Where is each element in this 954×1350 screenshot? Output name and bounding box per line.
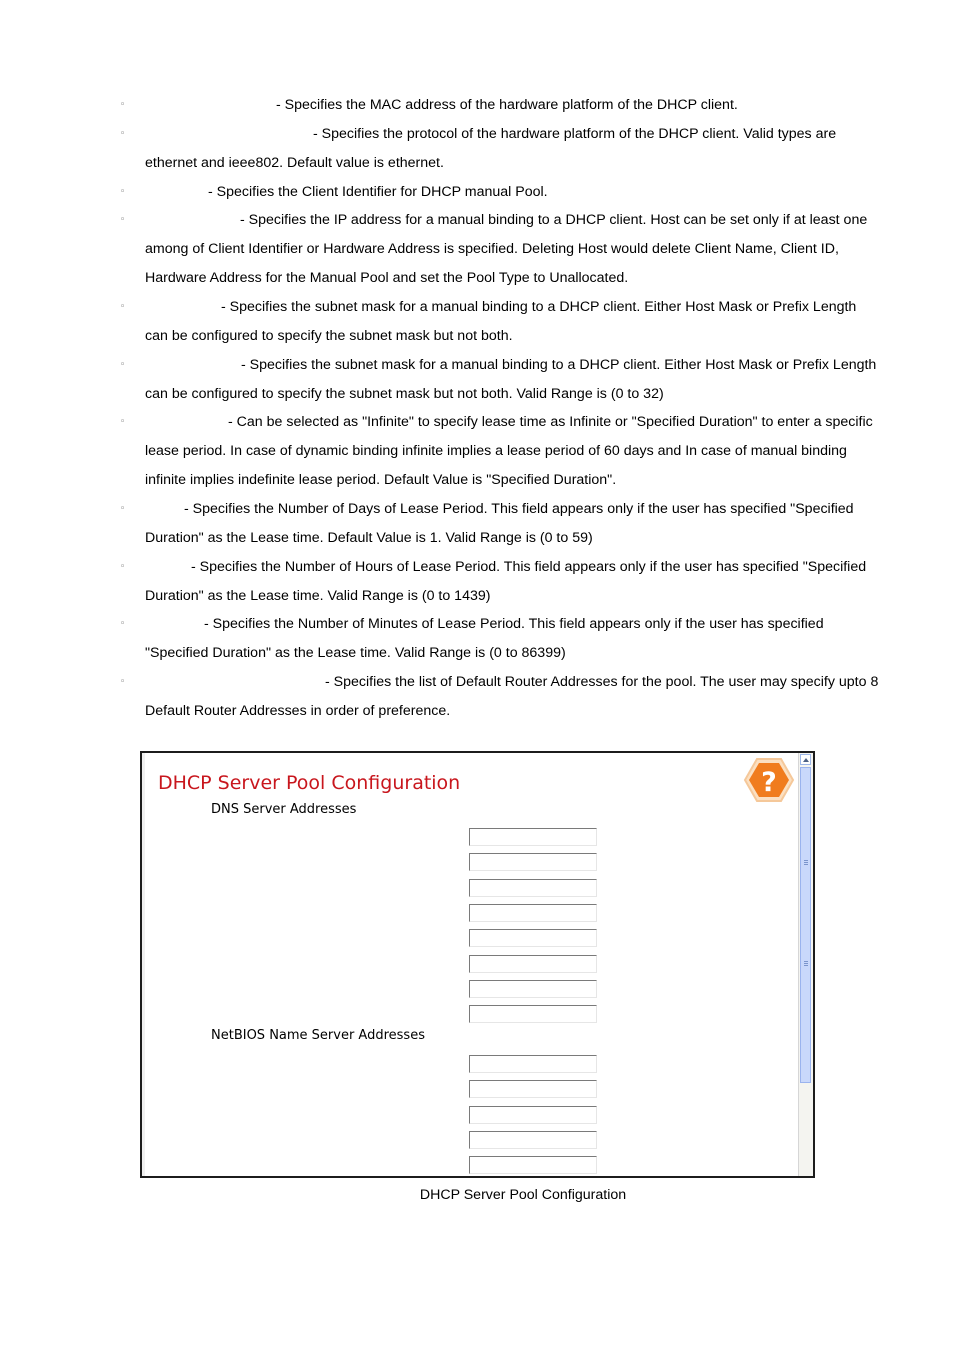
question-mark-icon bbox=[743, 757, 795, 803]
bullet-glyph: ◦ bbox=[120, 504, 126, 514]
grip-line bbox=[804, 965, 808, 966]
scroll-up-arrow-icon[interactable] bbox=[800, 754, 811, 765]
dns-server-address-input[interactable] bbox=[469, 904, 597, 922]
dns-server-address-input[interactable] bbox=[469, 879, 597, 897]
svg-text:?: ? bbox=[761, 767, 777, 798]
dns-server-address-input[interactable] bbox=[469, 828, 597, 846]
list-item-text: - Specifies the subnet mask for a manual binding to a DHCP client. Either Host Mask or Prefix Length bbox=[241, 357, 877, 373]
list-item-text: can be configured to specify the subnet mask but not both. Valid Range is (0 to 32) bbox=[145, 386, 664, 402]
list-item-text: among of Client Identifier or Hardware Address is specified. Deleting Host would delete Client Name, Client ID, bbox=[145, 241, 839, 257]
dns-server-address-input[interactable] bbox=[469, 853, 597, 871]
dns-server-address-input[interactable] bbox=[469, 1005, 597, 1023]
figure-caption: DHCP Server Pool Configuration bbox=[419, 1187, 627, 1203]
netbios-server-address-input[interactable] bbox=[469, 1055, 597, 1073]
list-item-text: - Specifies the Number of Days of Lease Period. This field appears only if the user has specified "Specified bbox=[184, 501, 854, 517]
list-item-text: lease period. In case of dynamic binding infinite implies a lease period of 60 days and In case of manual binding bbox=[145, 443, 847, 459]
netbios-server-address-input[interactable] bbox=[469, 1131, 597, 1149]
vertical-scrollbar[interactable] bbox=[798, 753, 813, 1176]
bullet-glyph: ◦ bbox=[120, 187, 126, 197]
bullet-glyph: ◦ bbox=[120, 129, 126, 139]
bullet-glyph: ◦ bbox=[120, 562, 126, 572]
bullet-glyph: ◦ bbox=[120, 100, 126, 110]
dns-server-address-input[interactable] bbox=[469, 929, 597, 947]
help-button[interactable] bbox=[743, 757, 795, 803]
grip-line bbox=[804, 963, 808, 964]
frame-edge bbox=[142, 753, 145, 1176]
list-item-text: - Specifies the subnet mask for a manual binding to a DHCP client. Either Host Mask or Prefix Length bbox=[221, 299, 857, 315]
dns-server-addresses-label: DNS Server Addresses bbox=[211, 802, 357, 817]
netbios-server-address-input[interactable] bbox=[469, 1106, 597, 1124]
list-item-text: - Specifies the protocol of the hardware platform of the DHCP client. Valid types are bbox=[313, 126, 837, 142]
list-item-text: - Specifies the Client Identifier for DHCP manual Pool. bbox=[208, 184, 548, 200]
list-item-text: can be configured to specify the subnet mask but not both. bbox=[145, 328, 513, 344]
grip-line bbox=[804, 864, 808, 865]
list-item-text: Duration" as the Lease time. Default Value is 1. Valid Range is (0 to 59) bbox=[145, 530, 593, 546]
netbios-server-address-input[interactable] bbox=[469, 1156, 597, 1174]
bullet-glyph: ◦ bbox=[120, 619, 126, 629]
list-item-text: - Specifies the Number of Hours of Lease Period. This field appears only if the user has specified "Specified bbox=[191, 559, 867, 575]
page-title: DHCP Server Pool Configuration bbox=[158, 772, 461, 794]
list-item-text: - Specifies the Number of Minutes of Lease Period. This field appears only if the user has specified bbox=[204, 616, 824, 632]
bullet-glyph: ◦ bbox=[120, 417, 126, 427]
bullet-glyph: ◦ bbox=[120, 302, 126, 312]
netbios-name-server-addresses-label: NetBIOS Name Server Addresses bbox=[211, 1028, 425, 1043]
scrollbar-thumb[interactable] bbox=[800, 767, 811, 1083]
netbios-server-address-input[interactable] bbox=[469, 1080, 597, 1098]
list-item-text: - Can be selected as "Infinite" to specify lease time as Infinite or "Specified Duration" to enter a specific bbox=[228, 414, 873, 430]
grip-line bbox=[804, 862, 808, 863]
list-item-text: - Specifies the MAC address of the hardware platform of the DHCP client. bbox=[276, 97, 738, 113]
list-item-text: - Specifies the list of Default Router Addresses for the pool. The user may specify upto 8 bbox=[325, 674, 879, 690]
list-item-text: "Specified Duration" as the Lease time. Valid Range is (0 to 86399) bbox=[145, 645, 566, 661]
list-item-text: infinite implies indefinite lease period. Default Value is "Specified Duration". bbox=[145, 472, 617, 488]
grip-line bbox=[804, 961, 808, 962]
list-item-text: Default Router Addresses in order of preference. bbox=[145, 703, 451, 719]
list-item-text: Hardware Address for the Manual Pool and set the Pool Type to Unallocated. bbox=[145, 270, 629, 286]
dhcp-server-pool-configuration-screenshot bbox=[140, 751, 815, 1178]
bullet-glyph: ◦ bbox=[120, 215, 126, 225]
dns-server-address-input[interactable] bbox=[469, 980, 597, 998]
list-item-text: ethernet and ieee802. Default value is ethernet. bbox=[145, 155, 444, 171]
bullet-glyph: ◦ bbox=[120, 360, 126, 370]
dns-server-address-input[interactable] bbox=[469, 955, 597, 973]
grip-line bbox=[804, 860, 808, 861]
list-item-text: Duration" as the Lease time. Valid Range is (0 to 1439) bbox=[145, 588, 491, 604]
list-item-text: - Specifies the IP address for a manual binding to a DHCP client. Host can be set only if at least one bbox=[240, 212, 868, 228]
bullet-glyph: ◦ bbox=[120, 677, 126, 687]
